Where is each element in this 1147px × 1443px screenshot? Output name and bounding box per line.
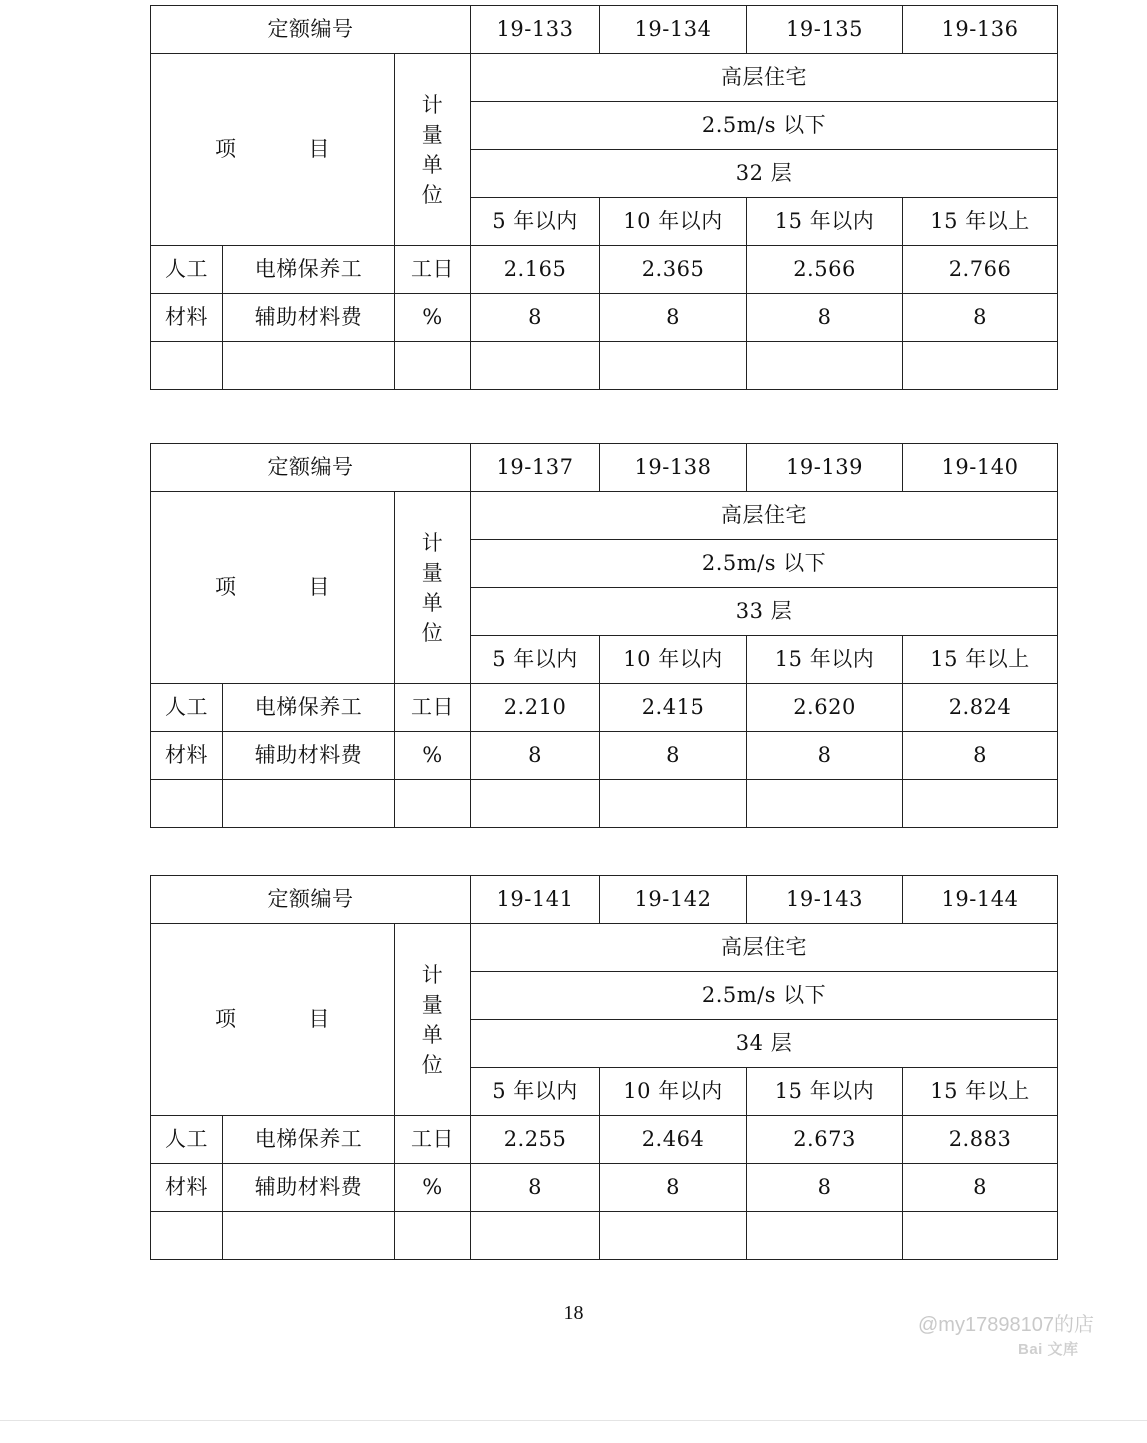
period-label: 15 年以上 <box>903 1068 1058 1116</box>
row-unit: % <box>395 1164 471 1212</box>
quota-code: 19-144 <box>903 876 1058 924</box>
row-category: 人工 <box>151 246 223 294</box>
period-label: 15 年以内 <box>747 198 903 246</box>
item-label-right: 目 <box>308 136 330 161</box>
period-label: 15 年以上 <box>903 636 1058 684</box>
quota-code: 19-133 <box>471 6 600 54</box>
item-label-right: 目 <box>308 1006 330 1031</box>
empty-cell <box>903 780 1058 828</box>
unit-label <box>395 924 471 1116</box>
page-divider <box>0 1420 1147 1421</box>
row-value: 8 <box>747 732 903 780</box>
row-category: 人工 <box>151 1116 223 1164</box>
quota-code: 19-134 <box>600 6 747 54</box>
item-label-left: 项 <box>215 574 237 599</box>
empty-cell <box>395 1212 471 1260</box>
floors-label: 33 层 <box>471 588 1058 636</box>
empty-cell <box>223 1212 395 1260</box>
speed-label: 2.5m/s 以下 <box>471 102 1058 150</box>
row-category: 材料 <box>151 294 223 342</box>
quota-code: 19-137 <box>471 444 600 492</box>
period-label: 15 年以上 <box>903 198 1058 246</box>
row-value: 8 <box>471 294 600 342</box>
row-value: 8 <box>903 732 1058 780</box>
baidu-wenku-logo: Bai 文库 <box>1018 1341 1079 1358</box>
unit-label-char: 计 <box>421 530 444 555</box>
row-name: 辅助材料费 <box>223 294 395 342</box>
item-label-left: 项 <box>215 136 237 161</box>
unit-label-char: 位 <box>421 620 444 645</box>
row-name: 辅助材料费 <box>223 732 395 780</box>
empty-cell <box>395 780 471 828</box>
row-name: 辅助材料费 <box>223 1164 395 1212</box>
unit-label-char: 位 <box>421 182 444 207</box>
unit-label-char: 单 <box>421 590 444 615</box>
empty-row <box>151 1212 1058 1260</box>
quota-code: 19-136 <box>903 6 1058 54</box>
empty-cell <box>903 342 1058 390</box>
unit-label-char: 单 <box>421 152 444 177</box>
row-value: 2.673 <box>747 1116 903 1164</box>
row-value: 2.824 <box>903 684 1058 732</box>
quota-code-label: 定额编号 <box>151 6 471 54</box>
row-value: 2.620 <box>747 684 903 732</box>
page-number: 18 <box>563 1302 584 1324</box>
row-value: 8 <box>471 1164 600 1212</box>
row-value: 2.165 <box>471 246 600 294</box>
row-unit: 工日 <box>395 684 471 732</box>
quota-code: 19-140 <box>903 444 1058 492</box>
empty-cell <box>151 342 223 390</box>
item-label-right: 目 <box>308 574 330 599</box>
quota-code-label: 定额编号 <box>151 876 471 924</box>
period-label: 10 年以内 <box>600 198 747 246</box>
empty-cell <box>747 780 903 828</box>
table-row <box>151 732 1058 780</box>
quota-code: 19-135 <box>747 6 903 54</box>
period-label: 10 年以内 <box>600 636 747 684</box>
empty-cell <box>747 1212 903 1260</box>
empty-cell <box>151 1212 223 1260</box>
row-unit: 工日 <box>395 1116 471 1164</box>
table-row <box>151 246 1058 294</box>
unit-label <box>395 492 471 684</box>
quota-table-3 <box>150 875 1058 1260</box>
row-value: 8 <box>747 294 903 342</box>
quota-code-label: 定额编号 <box>151 444 471 492</box>
quota-code: 19-143 <box>747 876 903 924</box>
row-value: 8 <box>600 294 747 342</box>
row-unit: % <box>395 294 471 342</box>
building-type: 高层住宅 <box>471 924 1058 972</box>
row-value: 2.210 <box>471 684 600 732</box>
item-label <box>151 54 395 246</box>
item-label <box>151 492 395 684</box>
row-value: 8 <box>903 1164 1058 1212</box>
period-label: 10 年以内 <box>600 1068 747 1116</box>
row-value: 8 <box>600 732 747 780</box>
empty-cell <box>471 342 600 390</box>
empty-cell <box>600 1212 747 1260</box>
quota-code: 19-142 <box>600 876 747 924</box>
watermark-text: @my17898107的店 <box>918 1314 1094 1336</box>
unit-label-char: 位 <box>421 1052 444 1077</box>
row-value: 2.464 <box>600 1116 747 1164</box>
empty-cell <box>151 780 223 828</box>
row-value: 8 <box>600 1164 747 1212</box>
table-row <box>151 684 1058 732</box>
row-value: 2.766 <box>903 246 1058 294</box>
item-label <box>151 924 395 1116</box>
row-unit: 工日 <box>395 246 471 294</box>
table-row <box>151 1116 1058 1164</box>
building-type: 高层住宅 <box>471 492 1058 540</box>
quota-code: 19-138 <box>600 444 747 492</box>
row-name: 电梯保养工 <box>223 246 395 294</box>
row-value: 2.566 <box>747 246 903 294</box>
period-label: 5 年以内 <box>471 198 600 246</box>
empty-cell <box>471 1212 600 1260</box>
row-value: 8 <box>471 732 600 780</box>
speed-label: 2.5m/s 以下 <box>471 540 1058 588</box>
row-name: 电梯保养工 <box>223 1116 395 1164</box>
unit-label-char: 单 <box>421 1022 444 1047</box>
speed-label: 2.5m/s 以下 <box>471 972 1058 1020</box>
unit-label-char: 量 <box>421 992 444 1017</box>
empty-cell <box>600 780 747 828</box>
quota-table-2 <box>150 443 1058 828</box>
row-unit: % <box>395 732 471 780</box>
empty-row <box>151 780 1058 828</box>
period-label: 5 年以内 <box>471 636 600 684</box>
table-row <box>151 1164 1058 1212</box>
unit-label <box>395 54 471 246</box>
period-label: 15 年以内 <box>747 1068 903 1116</box>
floors-label: 34 层 <box>471 1020 1058 1068</box>
row-category: 材料 <box>151 732 223 780</box>
row-category: 材料 <box>151 1164 223 1212</box>
row-value: 8 <box>903 294 1058 342</box>
item-label-left: 项 <box>215 1006 237 1031</box>
empty-cell <box>223 342 395 390</box>
row-value: 2.255 <box>471 1116 600 1164</box>
empty-cell <box>747 342 903 390</box>
unit-label-char: 计 <box>421 92 444 117</box>
unit-label-char: 计 <box>421 962 444 987</box>
row-value: 8 <box>747 1164 903 1212</box>
row-name: 电梯保养工 <box>223 684 395 732</box>
row-value: 2.415 <box>600 684 747 732</box>
period-label: 15 年以内 <box>747 636 903 684</box>
building-type: 高层住宅 <box>471 54 1058 102</box>
empty-cell <box>471 780 600 828</box>
empty-cell <box>600 342 747 390</box>
quota-code: 19-141 <box>471 876 600 924</box>
floors-label: 32 层 <box>471 150 1058 198</box>
unit-label-char: 量 <box>421 122 444 147</box>
row-category: 人工 <box>151 684 223 732</box>
row-value: 2.883 <box>903 1116 1058 1164</box>
quota-table-1 <box>150 5 1058 390</box>
unit-label-char: 量 <box>421 560 444 585</box>
empty-cell <box>395 342 471 390</box>
table-row <box>151 294 1058 342</box>
quota-code: 19-139 <box>747 444 903 492</box>
empty-row <box>151 342 1058 390</box>
empty-cell <box>903 1212 1058 1260</box>
row-value: 2.365 <box>600 246 747 294</box>
period-label: 5 年以内 <box>471 1068 600 1116</box>
empty-cell <box>223 780 395 828</box>
